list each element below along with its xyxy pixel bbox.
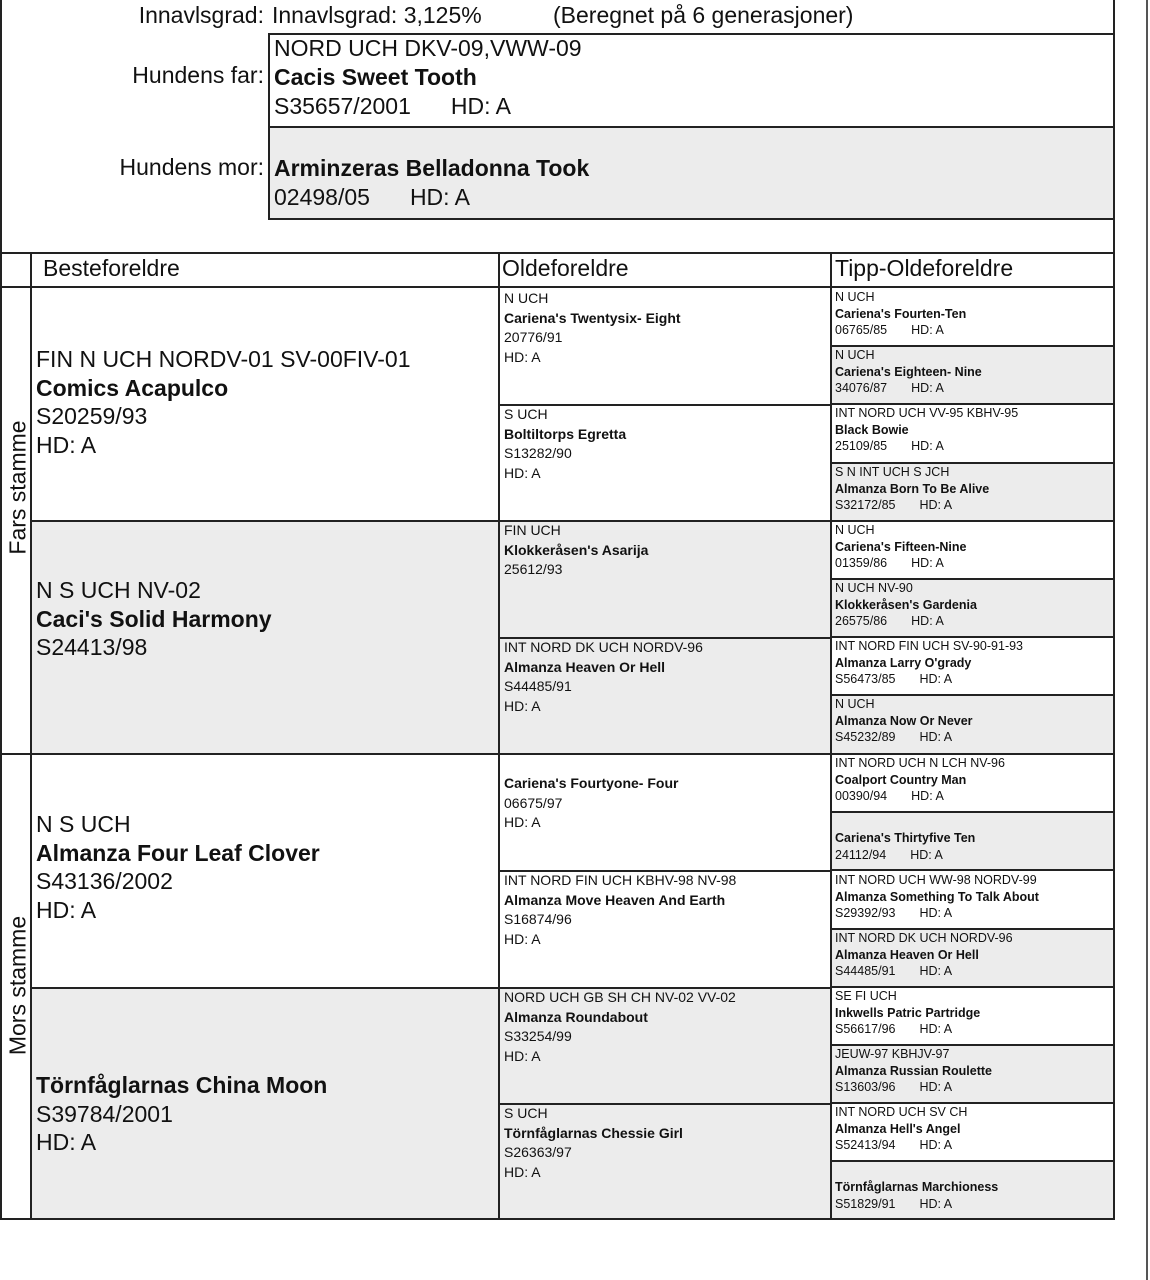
frame-right-scrollbar-edge [1146,0,1148,1280]
gggp-12 [835,930,1013,980]
ggp-name: Almanza Roundabout [504,1008,648,1025]
ggp-titles: S UCH [504,406,548,422]
gggp-name: Almanza Born To Be Alive [835,481,990,496]
dam-side-label: Mors stamme [4,915,31,1056]
ggp-hd: HD: A [504,930,541,947]
grandparent-name: Caci's Solid Harmony [36,605,272,632]
gggp-hd: HD: A [919,964,953,978]
gggp-hd: HD: A [919,1080,953,1094]
gggp-name: Cariena's Thirtyfive Ten [835,831,976,845]
gggp-15 [835,1104,967,1154]
gggp-7 [835,638,1023,688]
gggp-1 [835,289,966,339]
great-grandparent-2 [504,405,626,483]
grandparent-reg: S20259/93 [36,403,148,429]
gggp-name: Almanza Larry O'grady [835,655,972,670]
gggp-titles: N UCH NV-90 [835,581,913,595]
gggp-hd: HD: A [911,323,944,337]
gggp-8 [835,696,973,746]
great-grandparent-4 [504,638,703,716]
gggp-reg: S56617/96 [835,1022,896,1036]
grandparent-reg: S39784/2001 [36,1100,173,1127]
gggp-9 [835,755,1005,805]
sire-name: Cacis Sweet Tooth [274,64,477,90]
ggp-titles: NORD UCH GB SH CH NV-02 VV-02 [504,989,736,1005]
gggp-titles: N UCH [835,697,875,711]
gggp-name: Cariena's Eighteen- Nine [835,364,982,379]
gggp-titles: N UCH [835,523,875,537]
gggp-hd: HD: A [911,614,944,628]
grandparent-name: Comics Acapulco [36,374,229,401]
gggp-name: Törnfåglarnas Marchioness [835,1180,999,1194]
ggp-titles: FIN UCH [504,522,561,538]
ggp-name: Boltiltorps Egretta [504,425,627,442]
inbreeding-label: Innavlsgrad: [138,2,264,28]
gggp-name: Cariena's Fourten-Ten [835,306,967,321]
gggp-titles: N UCH [835,348,875,362]
gggp-4 [835,464,989,514]
inbreeding-note: (Beregnet på 6 generasjoner) [553,2,854,28]
gggp-name: Coalport Country Man [835,772,967,787]
gggp-hd: HD: A [911,439,944,453]
ggp-name: Almanza Move Heaven And Earth [504,891,726,908]
grandparent-hd: HD: A [36,1129,97,1155]
grandparent-reg: S24413/98 [36,634,148,660]
gggp-name: Cariena's Fifteen-Nine [835,539,967,554]
gggp-reg: S29392/93 [835,906,896,920]
gggp-titles: JEUW-97 KBHJV-97 [835,1047,950,1061]
gggp-reg: S44485/91 [835,964,896,978]
ggp-hd: HD: A [504,1163,541,1180]
header-gen1: Besteforeldre [43,255,180,281]
gggp-name: Almanza Heaven Or Hell [835,947,979,962]
ggp-reg: S33254/99 [504,1028,572,1044]
gggp-3 [835,405,1018,455]
gggp-titles: N UCH [835,290,875,304]
gggp-hd: HD: A [919,906,953,920]
gggp-reg: S13603/96 [835,1080,896,1094]
gggp-reg: S52413/94 [835,1138,896,1152]
gggp-hd: HD: A [919,730,953,744]
ggp-titles: N UCH [504,290,549,306]
gggp-titles: INT NORD UCH VV-95 KBHV-95 [835,406,1019,420]
grandparent-1 [36,345,411,459]
grandparent-name: Törnfåglarnas China Moon [36,1072,328,1098]
ggp-reg: S44485/91 [504,678,572,694]
ggp-name: Cariena's Fourtyone- Four [504,775,679,791]
ggp-reg: 06675/97 [504,794,563,811]
gggp-reg: 25109/85 [835,439,888,453]
gggp-titles: INT NORD DK UCH NORDV-96 [835,931,1013,945]
gggp-hd: HD: A [911,381,944,395]
header-gen3: Tipp-Oldeforeldre [835,255,1014,281]
gggp-titles: INT NORD FIN UCH SV-90-91-93 [835,639,1024,653]
great-grandparent-3 [504,521,648,580]
gggp-reg: S45232/89 [835,730,896,744]
gggp-reg: 24112/94 [835,847,887,862]
ggp-reg: 25612/93 [504,561,563,577]
ggp-titles: INT NORD DK UCH NORDV-96 [504,639,703,655]
gggp-name: Almanza Something To Talk About [835,889,1039,904]
gggp-name: Almanza Russian Roulette [835,1063,992,1078]
sire-info [274,34,582,121]
ggp-titles: INT NORD FIN UCH KBHV-98 NV-98 [504,872,737,888]
gggp-hd: HD: A [911,789,944,803]
gggp-reg: S56473/85 [835,672,896,686]
gggp-11 [835,872,1039,922]
ggp-reg: S16874/96 [504,911,572,927]
grandparent-4 [36,1071,327,1157]
grandparent-name: Almanza Four Leaf Clover [36,839,320,866]
gggp-14 [835,1046,992,1096]
gggp-reg: 00390/94 [835,789,888,803]
header-gen2: Oldeforeldre [502,255,629,281]
sire-reg: S35657/2001 [274,93,411,119]
ggp-hd: HD: A [504,348,541,365]
dam-info [274,154,589,212]
gggp-name: Almanza Hell's Angel [835,1121,961,1136]
gggp-16 [835,1179,998,1212]
ggp-reg: S26363/97 [504,1144,572,1160]
grandparent-reg: S43136/2002 [36,868,173,894]
dam-name: Arminzeras Belladonna Took [274,155,590,181]
gggp-6 [835,580,977,630]
gggp-13 [835,988,980,1038]
grandparent-hd: HD: A [36,896,97,923]
gggp-hd: HD: A [919,498,953,512]
ggp-name: Cariena's Twentysix- Eight [504,309,681,326]
gggp-hd: HD: A [919,1196,953,1211]
great-grandparent-5 [504,774,678,833]
gggp-10 [835,830,975,863]
gggp-hd: HD: A [910,847,943,862]
gggp-reg: S51829/91 [835,1196,896,1211]
ggp-name: Törnfåglarnas Chessie Girl [504,1124,683,1141]
sire-side-label: Fars stamme [4,420,31,555]
dam-hd: HD: A [409,184,471,210]
gggp-hd: HD: A [911,556,944,570]
gggp-titles: INT NORD UCH WW-98 NORDV-99 [835,873,1037,887]
gggp-name: Black Bowie [835,422,909,437]
gggp-5 [835,522,966,572]
gggp-titles: S N INT UCH S JCH [835,465,950,479]
header-cell-side [0,252,32,288]
great-grandparent-1 [504,289,681,367]
ggp-name: Almanza Heaven Or Hell [504,658,666,675]
gggp-name: Almanza Now Or Never [835,713,973,728]
grandparent-hd: HD: A [36,431,97,458]
ggp-name: Klokkeråsen's Asarija [504,541,649,558]
dam-label: Hundens mor: [119,154,264,180]
dam-reg: 02498/05 [274,184,370,210]
gggp-hd: HD: A [919,1138,953,1152]
great-grandparent-7 [504,988,736,1066]
grandparent-titles: FIN N UCH NORDV-01 SV-00FIV-01 [36,346,411,372]
great-grandparent-6 [504,871,736,949]
ggp-reg: S13282/90 [504,445,572,461]
grandparent-titles: N S UCH NV-02 [36,577,201,603]
gggp-name: Inkwells Patric Partridge [835,1005,981,1020]
sire-hd: HD: A [450,93,511,119]
grandparent-3 [36,810,320,924]
great-grandparent-8 [504,1104,683,1182]
grandparent-2 [36,576,272,662]
gggp-name: Klokkeråsen's Gardenia [835,597,977,612]
sire-titles: NORD UCH DKV-09,VWW-09 [274,35,582,61]
ggp-reg: 20776/91 [504,329,563,345]
ggp-titles: S UCH [504,1105,548,1121]
ggp-hd: HD: A [504,1047,541,1064]
grandparent-titles: N S UCH [36,811,131,837]
gggp-hd: HD: A [919,1022,953,1036]
ggp-hd: HD: A [504,814,541,830]
gggp-titles: INT NORD UCH N LCH NV-96 [835,756,1005,770]
gggp-2 [835,347,982,397]
ggp-hd: HD: A [504,464,541,481]
sire-label: Hundens far: [132,62,264,88]
ggp-hd: HD: A [504,697,541,714]
gggp-hd: HD: A [919,672,953,686]
gggp-titles: INT NORD UCH SV CH [835,1105,968,1119]
gggp-reg: 26575/86 [835,614,888,628]
gggp-reg: S32172/85 [835,498,896,512]
frame-left-top [0,0,2,254]
gggp-titles: SE FI UCH [835,989,897,1003]
gggp-reg: 01359/86 [835,556,888,570]
inbreeding-value: Innavlsgrad: 3,125% [272,2,482,28]
gggp-reg: 34076/87 [835,381,888,395]
gggp-reg: 06765/85 [835,323,888,337]
